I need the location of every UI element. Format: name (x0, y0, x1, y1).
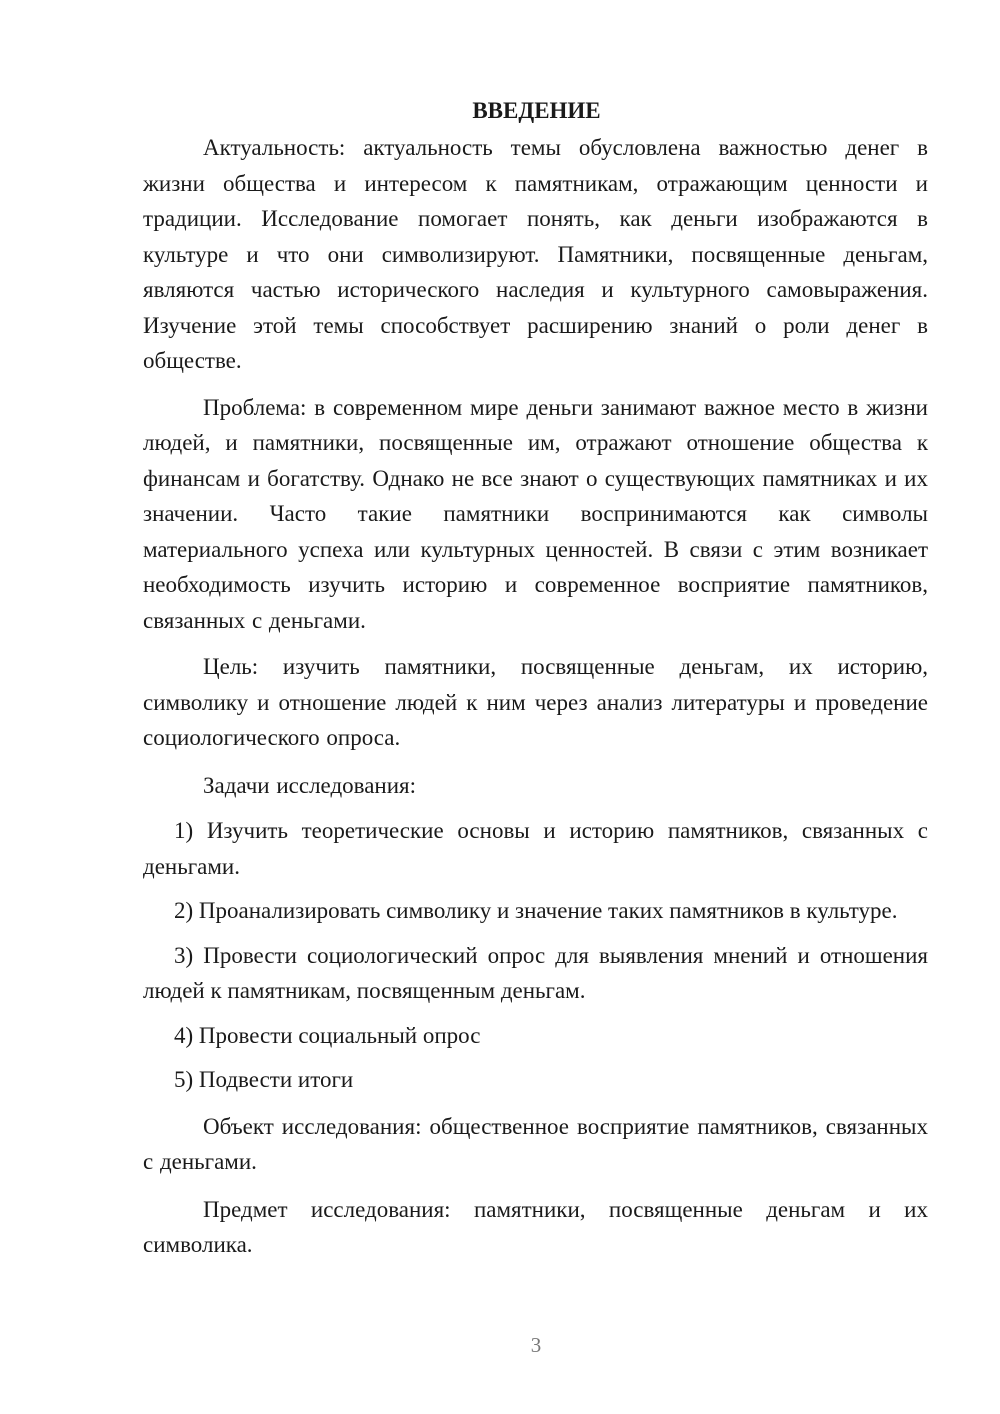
paragraph-subject: Предмет исследования: памятники, посвященные деньгам и их символика. (143, 1196, 928, 1257)
paragraph-relevance: Актуальность: актуальность темы обусловлена важностью денег в жизни общества и интересом к памятникам, отражающим ценности и традиции. Исследование помогает понять, как деньги изображаются в культуре и что они символизируют. Памятники, посвященные деньгам, являются частью исторического наследия и культурного самовыражения. Изучение этой темы способствует расширению знаний о роли денег в обществе. (143, 135, 928, 373)
section-title: ВВЕДЕНИЕ (472, 98, 601, 123)
document-page (143, 96, 928, 1263)
task-item-5: 5) Подвести итоги (174, 1067, 354, 1092)
tasks-list (143, 813, 928, 1098)
task-item-4: 4) Провести социальный опрос (174, 1022, 481, 1048)
paragraph-goal: Цель: изучить памятники, посвященные деньгам, их историю, символику и отношение людей к ним через анализ литературы и проведение социологического опроса. (143, 654, 928, 750)
task-item-3: 3) Провести социологический опрос для выявления мнений и отношения людей к памятникам, посвященным деньгам. (143, 942, 928, 1003)
page-number: 3 (530, 1333, 542, 1357)
task-item-1: 1) Изучить теоретические основы и историю памятников, связанных с деньгами. (143, 818, 928, 879)
paragraph-object: Объект исследования: общественное восприятие памятников, связанных с деньгами. (143, 1113, 928, 1174)
task-item-2: 2) Проанализировать символику и значение таких памятников в культуре. (174, 898, 898, 923)
paragraph-problem: Проблема: в современном мире деньги занимают важное место в жизни людей, и памятники, посвященные им, отражают отношение общества к финансам и богатству. Однако не все знают о существующих памятниках и их значении. Часто такие памятники воспринимаются как символы материального успеха или культурных ценностей. В связи с этим возникает необходимость изучить историю и современное восприятие памятников, связанных с деньгами. (143, 394, 928, 633)
tasks-heading: Задачи исследования: (203, 772, 417, 798)
